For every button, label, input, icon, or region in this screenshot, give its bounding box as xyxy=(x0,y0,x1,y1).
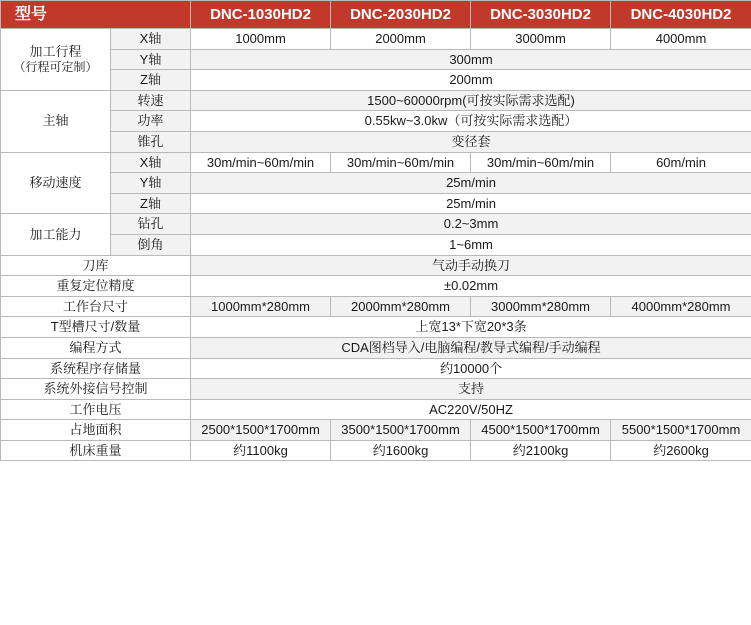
value-speed-x-4: 60m/min xyxy=(611,152,751,173)
group-spindle: 主轴 xyxy=(1,90,111,152)
group-travel-title: 加工行程 xyxy=(29,44,82,60)
value-capacity-drill: 0.2~3mm xyxy=(191,214,751,235)
value-tool-magazine: 气动手动换刀 xyxy=(191,255,751,276)
table-row xyxy=(1,399,751,420)
table-row xyxy=(1,337,751,358)
value-spindle-taper: 变径套 xyxy=(191,131,751,152)
value-storage: 约10000个 xyxy=(191,358,751,379)
group-travel xyxy=(1,29,111,91)
value-repeat-accuracy: ±0.02mm xyxy=(191,276,751,297)
value-voltage: AC220V/50HZ xyxy=(191,399,751,420)
value-footprint-3: 4500*1500*1700mm xyxy=(471,420,611,441)
header-model-4: DNC-4030HD2 xyxy=(611,1,751,29)
value-speed-y: 25m/min xyxy=(191,173,751,194)
table-row xyxy=(1,296,751,317)
table-row xyxy=(1,234,751,255)
label-footprint: 占地面积 xyxy=(1,420,191,441)
table-header-row xyxy=(1,1,751,29)
value-spindle-power: 0.55kw~3.0kw（可按实际需求选配） xyxy=(191,111,751,132)
value-weight-4: 约2600kg xyxy=(611,440,751,461)
table-row xyxy=(1,214,751,235)
value-speed-z: 25m/min xyxy=(191,193,751,214)
value-spindle-speed: 1500~60000rpm(可按实际需求选配) xyxy=(191,90,751,111)
table-row xyxy=(1,173,751,194)
value-programming: CDA图档导入/电脑编程/教导式编程/手动编程 xyxy=(191,337,751,358)
label-travel-x: X轴 xyxy=(111,29,191,50)
value-weight-1: 约1100kg xyxy=(191,440,331,461)
table-row xyxy=(1,255,751,276)
value-table-size-3: 3000mm*280mm xyxy=(471,296,611,317)
table-row xyxy=(1,49,751,70)
value-travel-z: 200mm xyxy=(191,70,751,91)
value-tslot: 上宽13*下宽20*3条 xyxy=(191,317,751,338)
group-capacity: 加工能力 xyxy=(1,214,111,255)
value-travel-x-4: 4000mm xyxy=(611,29,751,50)
table-row xyxy=(1,440,751,461)
value-table-size-2: 2000mm*280mm xyxy=(331,296,471,317)
label-travel-z: Z轴 xyxy=(111,70,191,91)
value-travel-x-1: 1000mm xyxy=(191,29,331,50)
label-spindle-power: 功率 xyxy=(111,111,191,132)
value-travel-x-3: 3000mm xyxy=(471,29,611,50)
label-voltage: 工作电压 xyxy=(1,399,191,420)
value-table-size-4: 4000mm*280mm xyxy=(611,296,751,317)
group-travel-note: （行程可定制） xyxy=(13,59,98,74)
value-external-signal: 支持 xyxy=(191,379,751,400)
table-row xyxy=(1,90,751,111)
label-external-signal: 系统外接信号控制 xyxy=(1,379,191,400)
value-table-size-1: 1000mm*280mm xyxy=(191,296,331,317)
header-model-2: DNC-2030HD2 xyxy=(331,1,471,29)
value-footprint-2: 3500*1500*1700mm xyxy=(331,420,471,441)
label-programming: 编程方式 xyxy=(1,337,191,358)
label-speed-x: X轴 xyxy=(111,152,191,173)
label-storage: 系统程序存储量 xyxy=(1,358,191,379)
table-row xyxy=(1,193,751,214)
table-row xyxy=(1,152,751,173)
label-speed-y: Y轴 xyxy=(111,173,191,194)
table-row xyxy=(1,29,751,50)
value-travel-x-2: 2000mm xyxy=(331,29,471,50)
table-row xyxy=(1,358,751,379)
table-row xyxy=(1,111,751,132)
label-speed-z: Z轴 xyxy=(111,193,191,214)
value-weight-3: 约2100kg xyxy=(471,440,611,461)
value-speed-x-2: 30m/min~60m/min xyxy=(331,152,471,173)
label-travel-y: Y轴 xyxy=(111,49,191,70)
label-repeat-accuracy: 重复定位精度 xyxy=(1,276,191,297)
label-spindle-taper: 锥孔 xyxy=(111,131,191,152)
label-capacity-chamfer: 倒角 xyxy=(111,234,191,255)
label-weight: 机床重量 xyxy=(1,440,191,461)
value-speed-x-3: 30m/min~60m/min xyxy=(471,152,611,173)
group-move-speed: 移动速度 xyxy=(1,152,111,214)
value-capacity-chamfer: 1~6mm xyxy=(191,234,751,255)
value-travel-y: 300mm xyxy=(191,49,751,70)
value-speed-x-1: 30m/min~60m/min xyxy=(191,152,331,173)
value-footprint-4: 5500*1500*1700mm xyxy=(611,420,751,441)
value-footprint-1: 2500*1500*1700mm xyxy=(191,420,331,441)
table-row xyxy=(1,276,751,297)
label-spindle-speed: 转速 xyxy=(111,90,191,111)
label-tool-magazine: 刀库 xyxy=(1,255,191,276)
table-row xyxy=(1,317,751,338)
header-model-1: DNC-1030HD2 xyxy=(191,1,331,29)
value-weight-2: 约1600kg xyxy=(331,440,471,461)
table-row xyxy=(1,131,751,152)
header-model-3: DNC-3030HD2 xyxy=(471,1,611,29)
header-model-label: 型号 xyxy=(1,1,191,29)
table-row xyxy=(1,70,751,91)
table-row xyxy=(1,379,751,400)
label-table-size: 工作台尺寸 xyxy=(1,296,191,317)
label-tslot: T型槽尺寸/数量 xyxy=(1,317,191,338)
table-row xyxy=(1,420,751,441)
label-capacity-drill: 钻孔 xyxy=(111,214,191,235)
